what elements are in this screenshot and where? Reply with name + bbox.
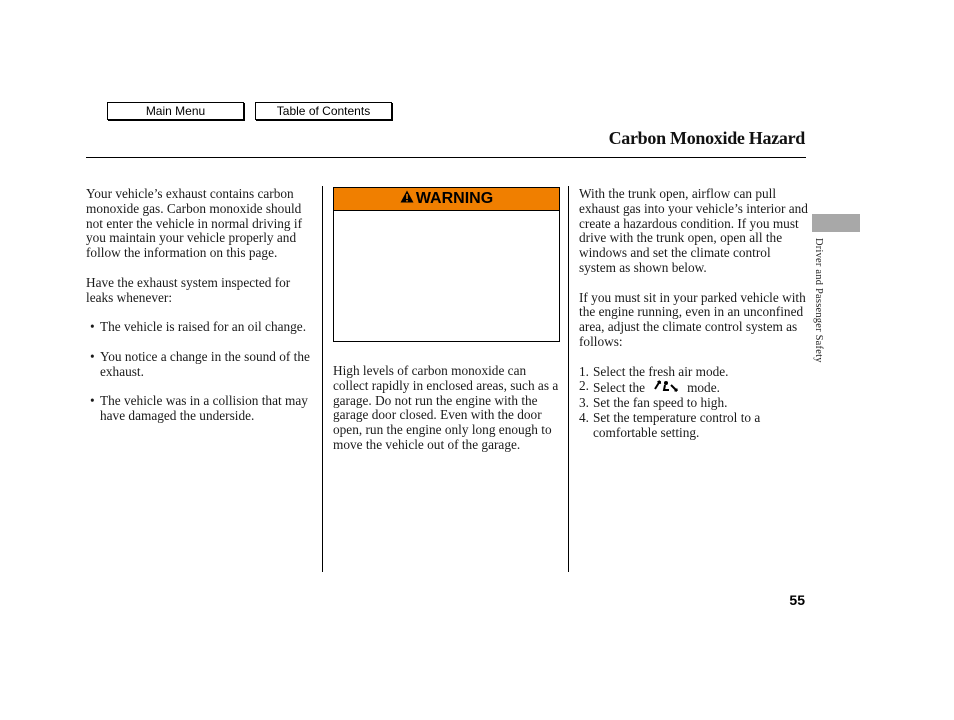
table-of-contents-button[interactable]: Table of Contents xyxy=(255,102,392,120)
warning-box xyxy=(333,187,560,342)
garage-paragraph: High levels of carbon monoxide can collect rapidly in enclosed areas, such as a garage. Do not run the engine with the garage door closed. Even with the door open, run the engine only long enough to move the vehicle out of the garage. xyxy=(333,363,559,452)
main-menu-button[interactable]: Main Menu xyxy=(107,102,244,120)
warning-header xyxy=(334,188,559,211)
page-title: Carbon Monoxide Hazard xyxy=(608,128,805,148)
step-number: 4. xyxy=(579,409,589,425)
column-left xyxy=(86,187,314,439)
parked-paragraph: If you must sit in your parked vehicle with the engine running, even in an unconfined area, adjust the climate control system as follows: xyxy=(579,289,806,349)
section-label: Driver and Passenger Safety xyxy=(813,238,824,363)
warning-triangle-icon xyxy=(400,190,414,208)
warning-label: WARNING xyxy=(415,190,494,207)
page-number: 55 xyxy=(789,592,805,608)
column-divider xyxy=(322,186,323,572)
step-number: 1. xyxy=(579,363,589,379)
list-item xyxy=(579,396,809,411)
list-item: • The vehicle is raised for an oil change. xyxy=(86,320,314,335)
step-number: 3. xyxy=(579,395,589,411)
section-tab xyxy=(812,214,860,232)
inspect-paragraph: Have the exhaust system inspected for leaks whenever: xyxy=(86,274,291,305)
column-middle xyxy=(333,364,563,468)
trunk-paragraph: With the trunk open, airflow can pull exhaust gas into your vehicle’s interior and create a hazardous condition. If you must drive with the trunk open, open all the windows and set the climate control system as shown below. xyxy=(579,186,808,275)
list-item xyxy=(579,365,809,380)
step-text: mode. xyxy=(687,380,720,396)
intro-paragraph: Your vehicle’s exhaust contains carbon monoxide gas. Carbon monoxide should not enter the vehicle in normal driving if you maintain your vehicle properly and follow the information on this page. xyxy=(86,186,303,261)
title-rule xyxy=(86,157,806,158)
list-item: • You notice a change in the sound of the exhaust. xyxy=(86,350,314,380)
step-text: Set the temperature control to a comfortable setting. xyxy=(593,409,761,440)
step-text: Set the fan speed to high. xyxy=(593,395,728,411)
column-divider xyxy=(568,186,569,572)
list-item xyxy=(579,411,809,441)
step-number: 2. xyxy=(579,378,589,394)
vent-floor-mode-icon xyxy=(651,379,681,395)
list-item xyxy=(579,379,809,396)
step-text: Select the fresh air mode. xyxy=(593,363,729,379)
list-item: • The vehicle was in a collision that may have damaged the underside. xyxy=(86,394,314,424)
step-text: Select the xyxy=(593,380,646,396)
column-right xyxy=(579,187,809,441)
